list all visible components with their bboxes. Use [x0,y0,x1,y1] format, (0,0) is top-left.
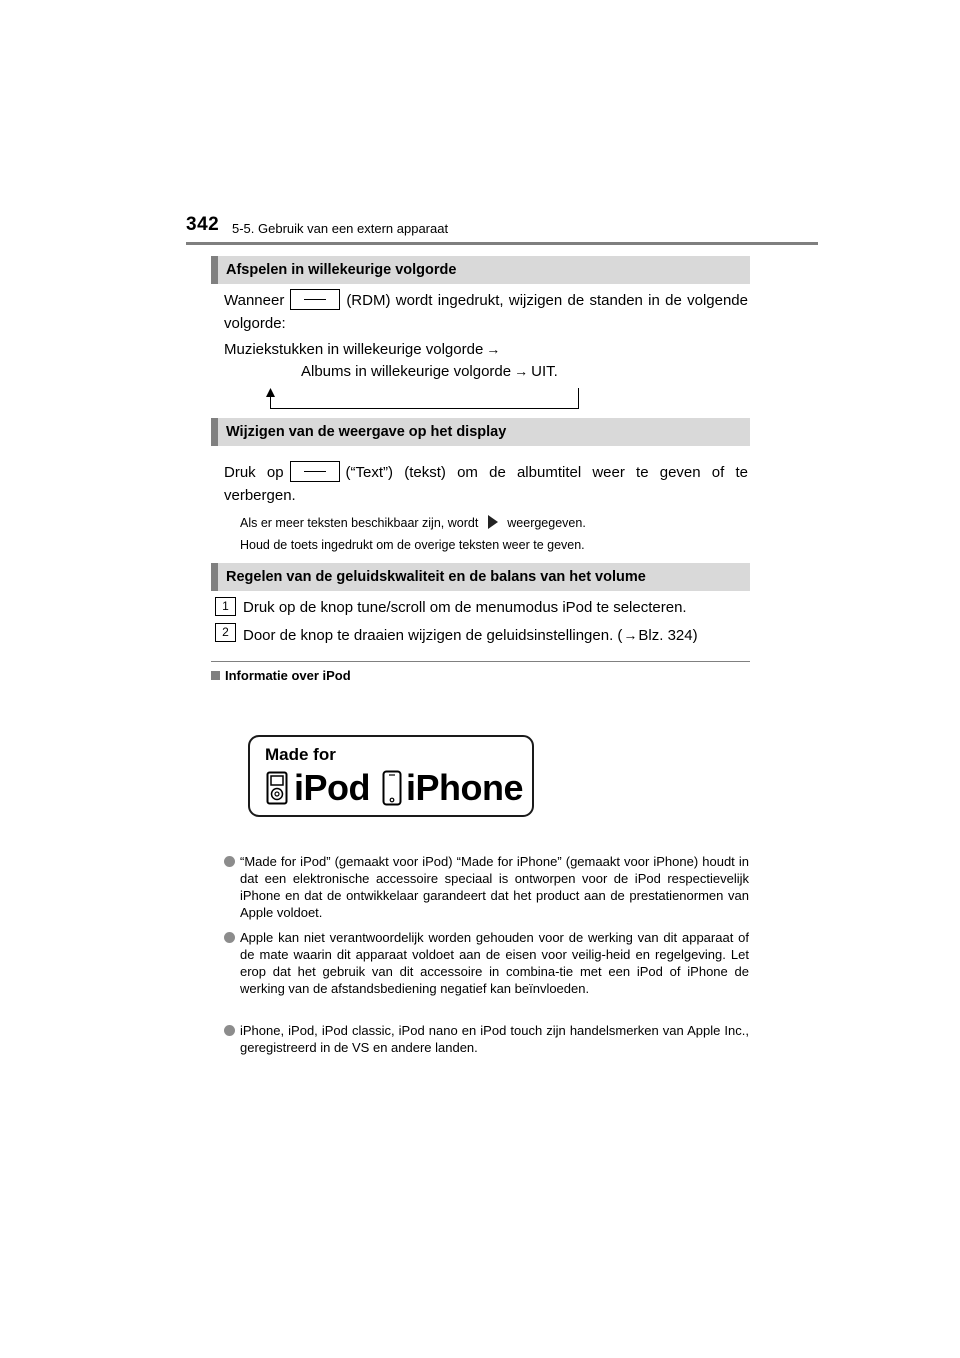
flow-item-off: UIT. [531,363,558,380]
page-reference-link[interactable]: Blz. 324) [638,627,698,644]
section-heading-display: Wijzigen van de weergave op het display [211,418,750,446]
random-flow-line-2 [301,360,721,383]
step-text-2 [243,625,698,646]
random-flow-line-1 [224,338,748,361]
random-text-before: Wanneer [224,292,285,309]
random-description [224,289,748,335]
logo-iphone-text: iPhone [406,767,524,808]
bullet-text: “Made for iPod” (gemaakt voor iPod) “Made for iPhone” (gemaakt voor iPhone) houdt in dat een elektronische accessoire speciaal is ontworpen voor de iPod respectievelijk iPhone en dat de ontwikkelaar garandeert dat het product aan de prestatienormen van Apple voldoet. [240,854,749,920]
text-button-icon [290,461,340,482]
info-heading-text: Informatie over iPod [225,668,351,683]
circle-bullet-icon [224,932,235,943]
step-number-1: 1 [215,597,236,616]
bullet-text: Apple kan niet verantwoordelijk worden gehouden voor de werking van dit apparaat of de mate waarin dit apparaat voldoet aan de eisen voor veilig-heid en regelgeving. Let erop dat het gebruik van dit accessoire in combina-tie met een iPod of iPhone de werking van de afstandsbediening negatief kan beïnvloeden. [240,930,749,996]
circle-bullet-icon [224,856,235,867]
right-arrow-icon: → [623,627,638,643]
info-divider [211,661,750,662]
display-text-after: (“Text”) (tekst) om de albumtitel weer te geven of te verbergen. [224,464,748,504]
section-header-title: 5-5. Gebruik van een extern apparaat [232,221,449,236]
info-bullet-1 [224,853,749,921]
display-note-2: Houd de toets ingedrukt om de overige teksten weer te geven. [240,538,585,552]
flow-item-tracks: Muziekstukken in willekeurige volgorde [224,341,484,358]
header-divider [186,242,818,245]
square-icon [211,671,220,680]
info-bullet-3 [224,1022,749,1056]
step-number-2: 2 [215,623,236,642]
flow-item-albums: Albums in willekeurige volgorde [301,363,512,380]
bullet-text: iPhone, iPod, iPod classic, iPod nano en iPod touch zijn handelsmerken van Apple Inc., geregistreerd in de VS en andere landen. [240,1023,749,1055]
up-arrow-icon [265,388,276,398]
display-text-before: Druk op [224,464,284,481]
step-2-text: Door de knop te draaien wijzigen de geluidsinstellingen. ( [243,627,623,644]
rdm-button-icon [290,289,340,310]
made-for-ipod-iphone-logo [248,735,534,817]
page-number: 342 [186,214,220,235]
note-text-before: Als er meer teksten beschikbaar zijn, wordt [240,516,479,530]
logo-made-for-text: Made for [265,745,336,764]
info-heading [211,668,351,683]
right-arrow-icon: → [514,363,529,379]
section-heading-sound: Regelen van de geluidskwaliteit en de balans van het volume [211,563,750,591]
info-bullet-2 [224,929,749,997]
random-text-after: (RDM) wordt ingedrukt, wijzigen de standen in de volgende volgorde: [224,292,748,332]
ipod-device-icon [266,771,288,805]
step-text-1: Druk op de knop tune/scroll om de menumodus iPod te selecteren. [243,599,687,616]
right-arrow-icon: → [486,341,501,357]
section-heading-random: Afspelen in willekeurige volgorde [211,256,750,284]
play-triangle-icon [486,514,500,530]
circle-bullet-icon [224,1025,235,1036]
display-description [224,461,748,507]
note-text-after: weergegeven. [507,516,586,530]
iphone-device-icon [382,770,402,806]
display-note-1 [240,514,586,532]
logo-ipod-text: iPod [294,767,370,808]
